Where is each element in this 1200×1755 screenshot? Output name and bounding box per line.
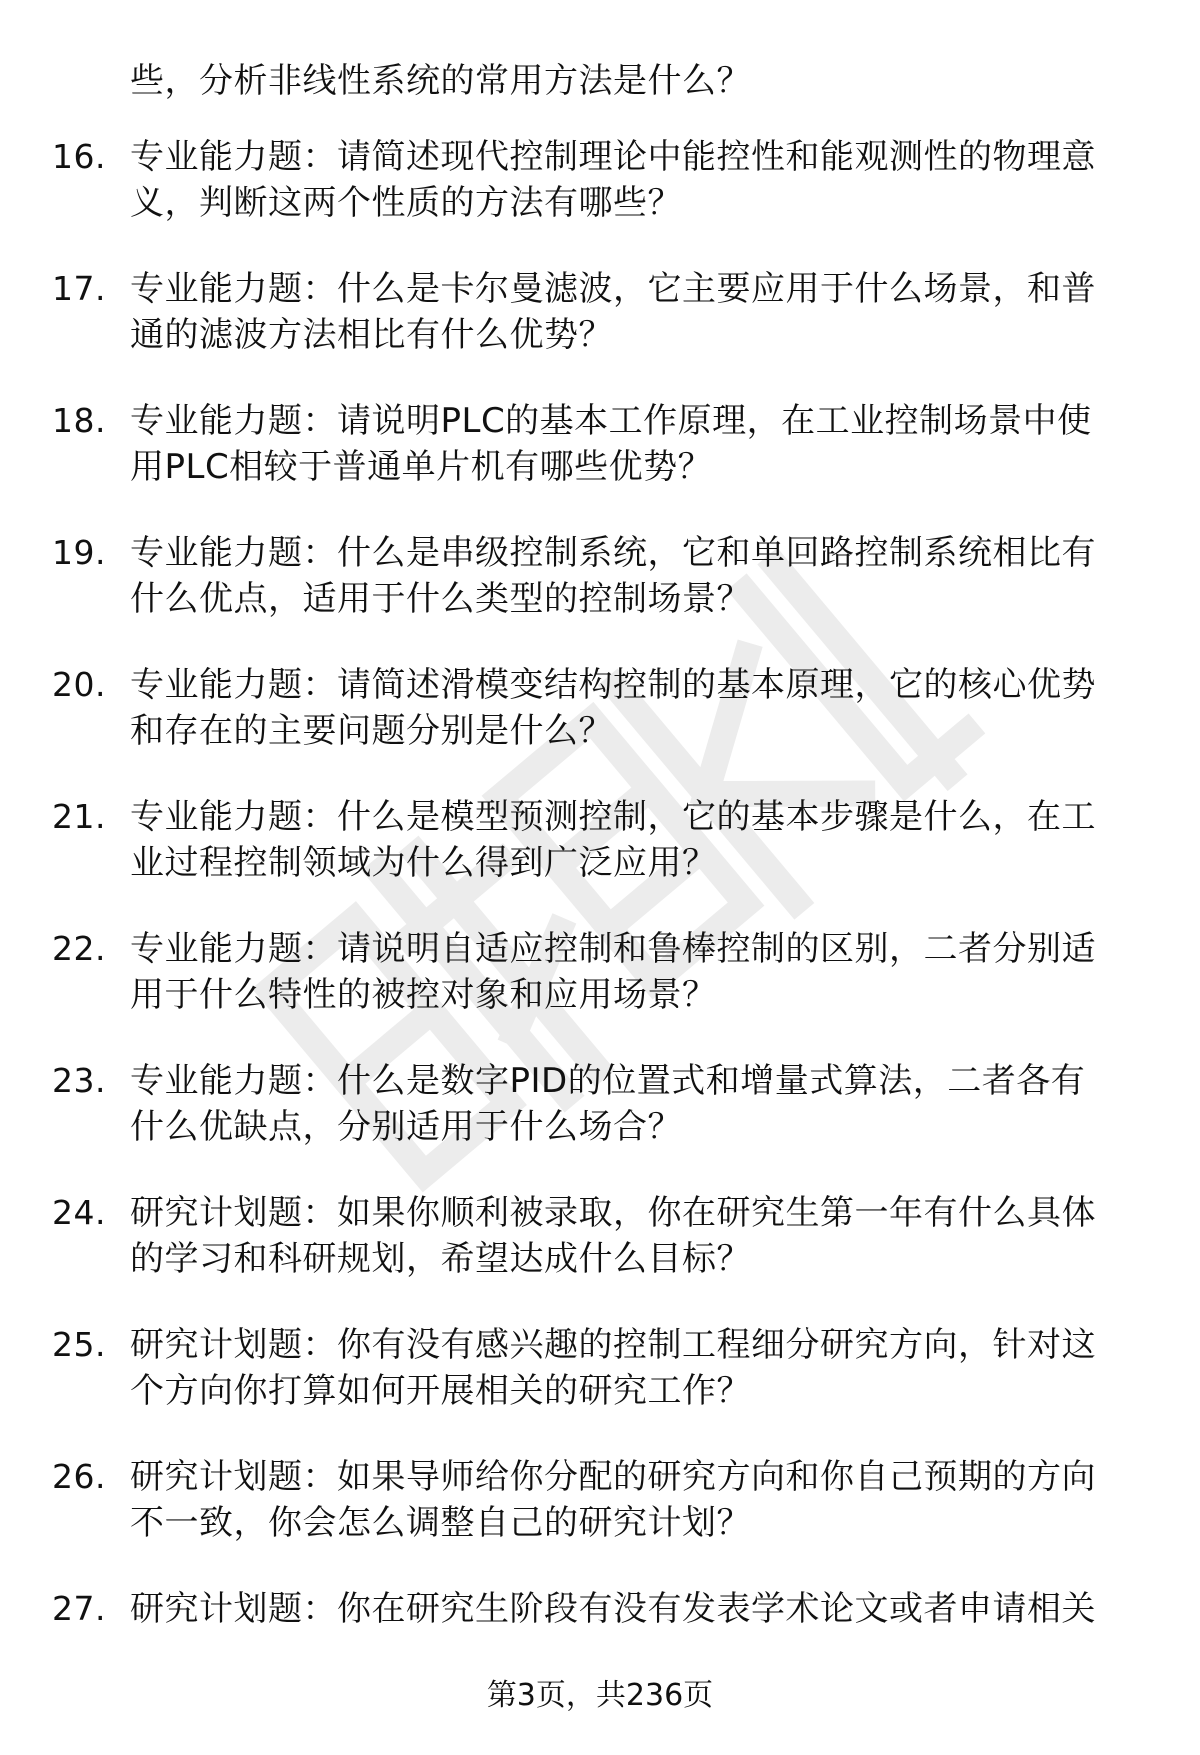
question-item — [0, 530, 1200, 622]
question-number: 25. — [52, 1325, 106, 1364]
question-item — [0, 662, 1200, 754]
continuation-text: 些，分析非线性系统的常用方法是什么？ — [130, 61, 751, 101]
question-item — [0, 794, 1200, 886]
question-text-line: 业过程控制领域为什么得到广泛应用？ — [130, 843, 717, 883]
question-item — [0, 1454, 1200, 1546]
question-text-line: 研究计划题：如果导师给你分配的研究方向和你自己预期的方向 — [130, 1457, 1096, 1497]
question-number: 19. — [52, 533, 106, 572]
question-text-line: 专业能力题：请说明PLC的基本工作原理，在工业控制场景中使 — [130, 401, 1092, 441]
question-list — [0, 58, 1200, 1672]
question-text-line: 专业能力题：什么是串级控制系统，它和单回路控制系统相比有 — [130, 533, 1096, 573]
question-text-line: 专业能力题：请说明自适应控制和鲁棒控制的区别，二者分别适 — [130, 929, 1096, 969]
question-text-line: 研究计划题：如果你顺利被录取，你在研究生第一年有什么具体 — [130, 1193, 1096, 1233]
question-text-line: 不一致，你会怎么调整自己的研究计划？ — [130, 1503, 751, 1543]
question-number: 22. — [52, 929, 106, 968]
question-text-line: 研究计划题：你有没有感兴趣的控制工程细分研究方向，针对这 — [130, 1325, 1096, 1365]
question-text-line: 的学习和科研规划，希望达成什么目标？ — [130, 1239, 751, 1279]
question-item — [0, 1322, 1200, 1414]
question-text-line: 专业能力题：请简述滑模变结构控制的基本原理，它的核心优势 — [130, 665, 1096, 705]
question-number: 21. — [52, 797, 106, 836]
question-text-line: 通的滤波方法相比有什么优势？ — [130, 315, 613, 355]
page-number-footer: 第3页，共236页 — [486, 1678, 714, 1713]
question-text-line: 专业能力题：什么是卡尔曼滤波，它主要应用于什么场景，和普 — [130, 269, 1096, 309]
question-number: 20. — [52, 665, 106, 704]
question-text-line: 专业能力题：什么是模型预测控制，它的基本步骤是什么，在工 — [130, 797, 1096, 837]
question-item — [0, 926, 1200, 1018]
question-number: 18. — [52, 401, 106, 440]
question-item — [0, 1586, 1200, 1632]
question-number: 26. — [52, 1457, 106, 1496]
question-text-line: 什么优缺点，分别适用于什么场合？ — [130, 1107, 682, 1147]
question-item — [0, 1190, 1200, 1282]
question-text-line: 什么优点，适用于什么类型的控制场景？ — [130, 579, 751, 619]
question-item — [0, 1058, 1200, 1150]
question-number: 17. — [52, 269, 106, 308]
question-text-line: 义，判断这两个性质的方法有哪些？ — [130, 183, 682, 223]
question-item — [0, 398, 1200, 490]
question-number: 23. — [52, 1061, 106, 1100]
question-text-line: 个方向你打算如何开展相关的研究工作？ — [130, 1371, 751, 1411]
question-item — [0, 266, 1200, 358]
question-text-line: 研究计划题：你在研究生阶段有没有发表学术论文或者申请相关 — [130, 1589, 1096, 1629]
question-number: 27. — [52, 1589, 106, 1628]
question-text-line: 用于什么特性的被控对象和应用场景？ — [130, 975, 717, 1015]
question-text-line: 和存在的主要问题分别是什么？ — [130, 711, 613, 751]
question-number: 16. — [52, 137, 106, 176]
question-text-line: 专业能力题：请简述现代控制理论中能控性和能观测性的物理意 — [130, 137, 1096, 177]
question-number: 24. — [52, 1193, 106, 1232]
question-text-line: 用PLC相较于普通单片机有哪些优势？ — [130, 447, 713, 487]
question-text-line: 专业能力题：什么是数字PID的位置式和增量式算法，二者各有 — [130, 1061, 1086, 1101]
question-item — [0, 134, 1200, 226]
